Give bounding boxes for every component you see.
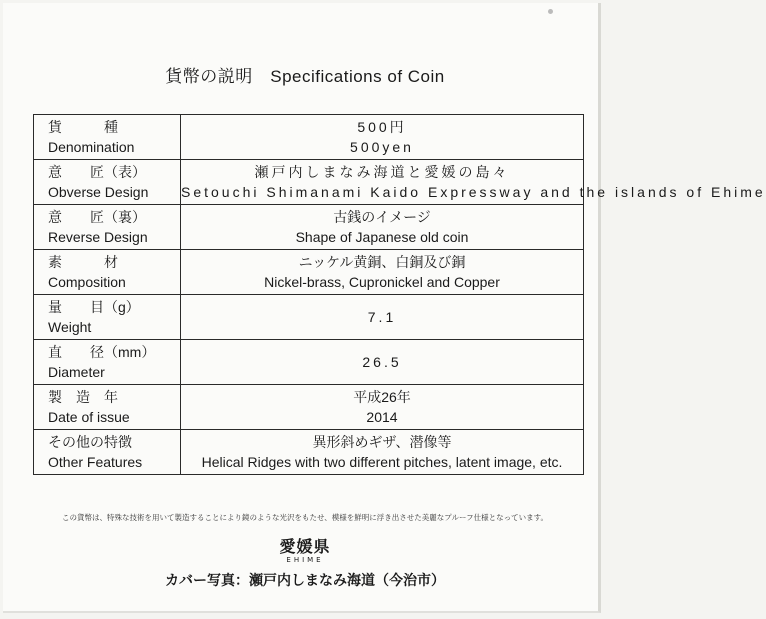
spec-value-cell xyxy=(181,430,584,475)
spec-value-cell xyxy=(181,205,584,250)
spec-value-secondary: Shape of Japanese old coin xyxy=(295,229,469,245)
spec-label-cell xyxy=(34,295,181,340)
spec-row xyxy=(34,385,584,430)
spec-value-secondary: 500yen xyxy=(350,139,414,155)
spec-value-primary: ニッケル黄銅、白銅及び銅 xyxy=(298,254,466,270)
spec-value-cell xyxy=(181,340,584,385)
spec-table xyxy=(33,114,766,475)
spec-value-primary: 500円 xyxy=(357,119,407,135)
spec-label-jp: 意 匠（裏） xyxy=(48,209,146,225)
spec-label-cell xyxy=(34,160,181,205)
spec-value-cell xyxy=(181,295,584,340)
spec-value-primary: 7.1 xyxy=(367,309,397,325)
spec-value-secondary: Helical Ridges with two different pitches, latent image, etc. xyxy=(201,454,563,470)
spec-row xyxy=(34,115,584,160)
spec-label-en: Obverse Design xyxy=(48,184,149,200)
logo-jp: 愛媛県 xyxy=(279,537,331,556)
spec-row xyxy=(34,205,584,250)
cover-photo-caption: カバー写真：瀬戸内しまなみ海道（今治市） xyxy=(165,573,445,589)
page-title: 貨幣の説明 Specifications of Coin xyxy=(165,67,445,86)
spec-label-en: Weight xyxy=(48,319,92,335)
spec-label-jp: 直 径（mm） xyxy=(48,344,156,360)
spec-label-cell xyxy=(34,385,181,430)
spec-value-primary: 瀬戸内しまなみ海道と愛媛の島々 xyxy=(254,164,510,180)
ehime-logo xyxy=(0,538,610,564)
spec-value-cell xyxy=(181,250,584,295)
spec-row xyxy=(34,340,584,385)
spec-value-primary: 平成26年 xyxy=(353,389,411,405)
spec-label-jp: その他の特徴 xyxy=(48,434,132,450)
proof-note: この貨幣は、特殊な技術を用いて製造することにより鏡のような光沢をもたせ、模様を鮮明に浮き出させた美麗なプルーフ仕様となっています。 xyxy=(62,513,548,522)
spec-value-primary: 異形斜めギザ、潜像等 xyxy=(312,434,452,450)
spec-value-cell xyxy=(181,160,766,205)
spec-label-cell xyxy=(34,430,181,475)
spec-label-en: Date of issue xyxy=(48,409,130,425)
spec-row xyxy=(34,295,584,340)
spec-row xyxy=(34,160,584,205)
spec-value-primary: 26.5 xyxy=(362,354,402,370)
spec-label-en: Reverse Design xyxy=(48,229,148,245)
spec-value-secondary: Setouchi Shimanami Kaido Expressway and the islands of Ehime xyxy=(181,184,766,200)
spec-label-cell xyxy=(34,205,181,250)
spec-value-cell xyxy=(181,115,584,160)
spec-row xyxy=(34,430,584,475)
spec-label-cell xyxy=(34,115,181,160)
spec-label-en: Denomination xyxy=(48,139,135,155)
spec-label-jp: 貨 種 xyxy=(48,119,118,135)
spec-label-jp: 素 材 xyxy=(48,254,118,270)
spec-label-jp: 製 造 年 xyxy=(48,389,118,405)
spec-value-secondary: Nickel-brass, Cupronickel and Copper xyxy=(264,274,500,290)
corner-mark xyxy=(548,9,553,14)
spec-label-en: Diameter xyxy=(48,364,105,380)
logo-en: EHIME xyxy=(286,556,324,564)
spec-label-jp: 意 匠（表） xyxy=(48,164,146,180)
spec-label-en: Other Features xyxy=(48,454,143,470)
spec-row xyxy=(34,250,584,295)
spec-label-cell xyxy=(34,340,181,385)
spec-label-en: Composition xyxy=(48,274,126,290)
spec-value-cell xyxy=(181,385,584,430)
spec-label-cell xyxy=(34,250,181,295)
spec-value-primary: 古銭のイメージ xyxy=(333,209,431,225)
spec-label-jp: 量 目（g） xyxy=(48,299,140,315)
spec-value-secondary: 2014 xyxy=(366,409,398,425)
